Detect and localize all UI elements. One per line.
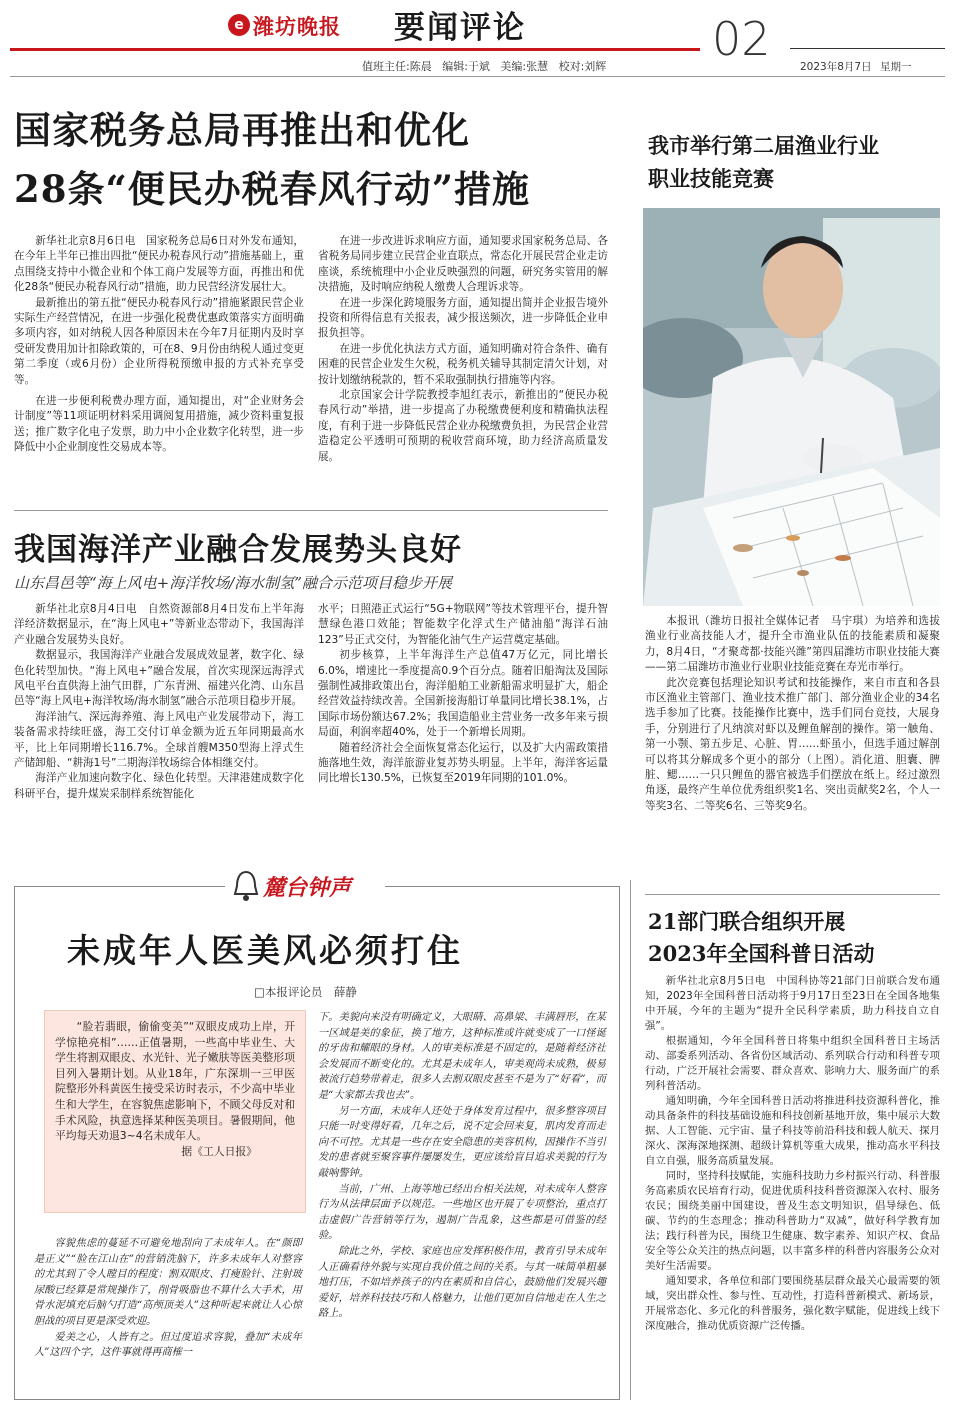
sidebar1-paragraph: 此次竞赛包括理论知识考试和技能操作，来自市直和各县市区渔业主管部门、渔业技术推广部门、部分渔业企业的34名选手参加了比赛。技能操作比赛中，选手们同台竞技，大展身手，分别进行了凡纳滨对虾以及鲤鱼解剖的操作。第一触角、第一小颚、第五步足、心脏、胃……虾虽小，但选手通过解剖可以将其分解成多个更小的部分（上图）。消化道、胆囊、脾脏、鳃……一只只鲤鱼的器官被选手们摆放在纸上。经过激烈角逐，最终产生单位优秀组织奖1名、突出贡献奖2名，个人一等奖3名、二等奖6名、三等奖9名。: [645, 676, 940, 812]
sidebar1-body: [645, 614, 940, 814]
contestant-dissecting-photo-icon: [643, 208, 940, 606]
sidebar2-paragraph: 根据通知，今年全国科普日将集中组织全国科普日主场活动、部委系列活动、各省份区域活动、系列联合行动和科普专项行动，广泛开展社会需要、群众喜欢、影响力大、服务面广的系列科普活动。: [645, 1035, 940, 1092]
article1-paragraph: 新华社北京8月6日电 国家税务总局6日对外发布通知，在今年上半年已推出四批“便民办税春风行动”措施基础上，重点围绕支持中小微企业和个体工商户发展等方面，再推出和优化28条“便民办税春风行动”措施，助力民营经济发展壮大。: [14, 235, 304, 294]
quote-paragraph: “脸若翡眼，偷偷变美”“双眼皮成功上岸，开学惊艳亮相”……正值暑期，一些高中毕业生、大学生将割双眼皮、水光针、光子嫩肤等医美整形项目列入暑期计划。从业18年，广东深圳一三甲医院整形外科黄医生接受采访时表示，不少高中毕业生和大学生，在容貌焦虑影响下，不顾父母反对和手术风险，执意选择某种医美项目。暑假期间，他平均每天劝退3~4名未成年人。: [55, 1020, 295, 1143]
article1-paragraph: 在进一步优化执法方式方面，通知明确对符合条件、确有困难的民营企业发生欠税，税务机关辅导其制定清欠计划，对按计划缴纳税款的，暂不采取强制执行措施等内容。: [318, 342, 608, 386]
opinion-column-name: 麓台钟声: [263, 875, 352, 901]
article2-col1: [14, 602, 304, 802]
article2-paragraph: 初步核算，上半年海洋生产总值47万亿元，同比增长6.0%，增速比一季度提高0.9个百分点。随着旧船淘汰及国际强制性减排政策出台，海洋船舶工业新船需求明显扩大，船企经营效益持续改善。全国新接海船订单量同比增长38.1%，占国际市场份额达67.2%；我国造船业主营业务一改多年来亏损局面，利润率超40%，处于一个新增长周期。: [318, 649, 608, 739]
section-title: 要闻评论: [394, 10, 526, 46]
article2-col2: [318, 602, 608, 787]
article1-paragraph: 北京国家会计学院教授李旭红表示，新推出的“便民办税春风行动”举措，进一步提高了办税缴费便利度和精确执法程度，有利于进一步降低民营企业办税缴费负担，为民营企业营造稳定公平透明可预期的税收营商环境，助力经济高质量发展。: [318, 389, 608, 463]
sidebar-divider: [645, 894, 940, 895]
masthead: [0, 0, 955, 75]
opinion-paragraph: 容貌焦虑的蔓延不可避免地刮向了未成年人。在“颜即是正义”“脸在江山在”的营销洗脑下，许多未成年人对整容的尤其到了令人瞠目的程度：割双眼皮、打瘦脸针、注射玻尿酸已经算是常规操作了，削骨吸脂也不算什么大手术，用骨水泥填充后脑勺打造“高颅顶美人”这种听起来就让人心惊胆战的项目更是深受欢迎。: [34, 1238, 302, 1327]
article2-paragraph: 海洋产业加速向数字化、绿色化转型。天津港建成数字化科研平台，提升煤炭采制样系统智能化: [14, 772, 304, 800]
opinion-paragraph: 爱美之心，人皆有之。但过度追求容貌，叠加“未成年人”这四个字，这件事就得再商榷一: [34, 1331, 302, 1359]
issue-weekday: 星期一: [880, 61, 912, 73]
article1-bottom-rule: [14, 510, 608, 511]
masthead-bottom-rule: [10, 76, 945, 77]
article1-title-line1: 国家税务总局再推出和优化: [14, 108, 470, 152]
sidebar2-paragraph: 新华社北京8月5日电 中国科协等21部门日前联合发布通知，2023年全国科普日活动将于9月17日至23日在全国各地集中开展，今年的主题为“提升全民科学素质，助力科技自立自强”。: [645, 975, 940, 1032]
article1-paragraph: 最新推出的第五批“便民办税春风行动”措施紧跟民营企业实际生产经营情况，在进一步强化税费优惠政策落实方面明确多项内容，如对纳税人因各种原因未在今年7月征期内及时享受研发费用加计扣除政策的，可在8、9月份由纳税人通过变更第二季度（或6月份）企业所得税预缴申报的方式补充享受等。: [14, 296, 304, 386]
sidebar2-body: [645, 974, 940, 1334]
article2-paragraph: 海洋油气、深远海养殖、海上风电产业发展带动下，海工装备需求持续旺盛，海工交付订单金额为近五年同期最高水平，比上年同期增长116.7%。全球首艘M350型海上浮式生产储卸船、“耕海1号”二期海洋牧场综合体相继交付。: [14, 710, 304, 770]
sidebar1-title-line2: 职业技能竞赛: [648, 166, 774, 191]
opinion-title: 未成年人医美风必须打住: [67, 931, 463, 970]
sidebar2-title-line2: 2023年全国科普日活动: [648, 941, 875, 966]
sidebar1-title-line1: 我市举行第二届渔业行业: [648, 133, 879, 158]
editor-credits: 值班主任:陈晨 编辑:于斌 美编:张慧 校对:刘辉: [362, 60, 607, 73]
masthead-rule-red: [10, 48, 700, 51]
opinion-quote-source: 据《工人日报》: [181, 1144, 257, 1158]
article1-col1: [14, 234, 304, 456]
opinion-paragraph: 另一方面，未成年人还处于身体发育过程中，很多整容项目只能一时变得好看，几年之后，说不定会回来复，肌肉发育而走向不可控。尤其是一些存在安全隐患的美容机构，因操作不当引发的患者就至聚容事件屡屡发生，更应该给盲目追求美貌的行为敲响警钟。: [318, 1105, 606, 1179]
opinion-quote-text: [55, 1019, 295, 1144]
photo-illustration: [643, 208, 940, 606]
paper-logo-icon: e: [228, 14, 250, 36]
paper-name: 潍坊晚报: [253, 15, 341, 39]
column-divider: [630, 880, 631, 1400]
article2-paragraph: 新华社北京8月4日电 自然资源部8月4日发布上半年海洋经济数据显示，在“海上风电+”等新业态带动下，我国海洋产业融合发展势头良好。: [14, 603, 304, 646]
opinion-paragraph: 当前，广州、上海等地已经出台相关法规，对未成年人整容行为从法律层面予以规范。一些地区也开展了专项整治，重点打击虚假广告营销等行为，遏制广告乱象，这些都是可借鉴的经验。: [318, 1183, 606, 1242]
article2-paragraph: 数据显示，我国海洋产业融合发展成效显著，数字化、绿色化转型加快。“海上风电+”融合发展，首次实现深远海浮式风电平台直供海上油气田群，广东青洲、福建兴化湾、山东昌邑等“海上风电+海洋牧场/海水制氢”融合示范项目稳步开展。: [14, 649, 304, 708]
opinion-author: □本报评论员 薛静: [254, 985, 357, 999]
opinion-left-col: [34, 1236, 302, 1361]
article2-title: 我国海洋产业融合发展势头良好: [14, 532, 462, 568]
masthead-rule-right: [790, 48, 945, 49]
opinion-column-badge: [225, 866, 385, 906]
article1-col2: [318, 234, 608, 465]
opinion-right-col: [318, 1010, 606, 1322]
sidebar1-paragraph: 本报讯（潍坊日报社全媒体记者 马宇琪）为培养和选拔渔业行业高技能人才，提升全市渔业队伍的技能素质和凝聚力，8月4日，“才聚鸢都·技能兴潍”第四届潍坊市职业技能大赛——第二届潍坊市渔业行业职业技能竞赛在寿光市举行。: [645, 615, 940, 674]
page-number: 02: [712, 12, 771, 66]
sidebar2-paragraph: 通知明确，今年全国科普日活动将推进科技资源科普化，推动具备条件的科技基础设施和科技创新基地开放，集中展示大数据、人工智能、元宇宙、量子科技等前沿科技和载人航天、探月深火、深海深地探测、超级计算机等重大成果，推动高水平科技自立自强，服务高质量发展。: [645, 1095, 940, 1167]
article2-paragraph: 随着经济社会全面恢复常态化运行，以及扩大内需政策措施落地生效，海洋旅游业复苏势头明显。上半年，海洋客运量同比增长130.5%，已恢复至2019年同期的101.0%。: [318, 741, 608, 785]
sidebar2-title-line1: 21部门联合组织开展: [648, 909, 846, 934]
article1-paragraph: 在进一步深化跨境服务方面，通知提出简并企业报告境外投资和所得信息有关报表，减少报送频次，进一步降低企业申报负担等。: [318, 296, 608, 340]
article1-title-line2: 28条“便民办税春风行动”措施: [14, 167, 531, 211]
sidebar2-paragraph: 同时，坚持科技赋能，实施科技助力乡村振兴行动、科普服务高素质农民培育行动，促进优质科技科普资源深入农村、服务农民；围绕美丽中国建设，普及生态文明知识，倡导绿色、低碳、节约的生态理念；推动科普助力“双减”，做好科学教育加法；践行科普为民，围绕卫生健康、数字素养、知识产权、食品安全等公众关注的热点问题，以丰富多样的科普内容服务公众对美好生活需要。: [645, 1170, 940, 1272]
sidebar2-paragraph: 通知要求，各单位和部门要围绕基层群众最关心最需要的领域，突出群众性、参与性、互动性，打造科普新模式、新场景，开展常态化、多元化的科普服务，强化数字赋能，促进线上线下深度融合，推动优质资源广泛传播。: [645, 1275, 940, 1332]
opinion-quote-box: [44, 1010, 306, 1213]
article1-paragraph: 在进一步改进诉求响应方面，通知要求国家税务总局、各省税务局同步建立民营企业直联点，常态化开展民营企业走访座谈，系统梳理中小企业反映强烈的问题，研究务实管用的解决措施，及时响应纳税人缴费人合理诉求等。: [318, 235, 608, 294]
article2-subtitle: 山东昌邑等“海上风电+海洋牧场/海水制氢”融合示范项目稳步开展: [14, 574, 452, 592]
opinion-paragraph: 下。美貌向来没有明确定义，大眼睛、高鼻梁、丰满唇形，在某一区域是美的象征，换了地方，这种标准或许就变成了一口怪诞的牙齿和耀眼的身材。人的审美标准是不固定的，是随着经济社会发展而不断变化的。尤其是未成年人，审美观尚未成熟，极易被流行趋势带着走，很多人去割双眼皮甚至不是为了“好看”，而是“大家都去我也去”。: [318, 1012, 606, 1101]
article1-paragraph: 在进一步便利税费办理方面，通知提出，对“企业财务会计制度”等11项证明材料采用调阅复用措施，减少资料重复报送；推广数字化电子发票，助力中小企业数字化转型，进一步降低中小企业制度性交易成本等。: [14, 395, 304, 454]
bell-icon: [233, 870, 259, 902]
article2-paragraph: 水平；日照港正式运行“5G+物联网”等技术管理平台，提升智慧绿色港口效能；智能数字化浮式生产储油船“海洋石油123”号正式交付，为智能化油气生产运营奠定基础。: [318, 603, 608, 646]
opinion-paragraph: 除此之外，学校、家庭也应发挥积极作用，教育引导未成年人正确看待外貌与实现自我价值之间的关系。与其一味简单粗暴地打压，不如培养孩子的内在素质和自信心，鼓励他们发展兴趣爱好，培养科技技巧和人格魅力，让他们更加自信地走在人生之路上。: [318, 1245, 606, 1320]
issue-date: 2023年8月7日: [800, 61, 872, 73]
